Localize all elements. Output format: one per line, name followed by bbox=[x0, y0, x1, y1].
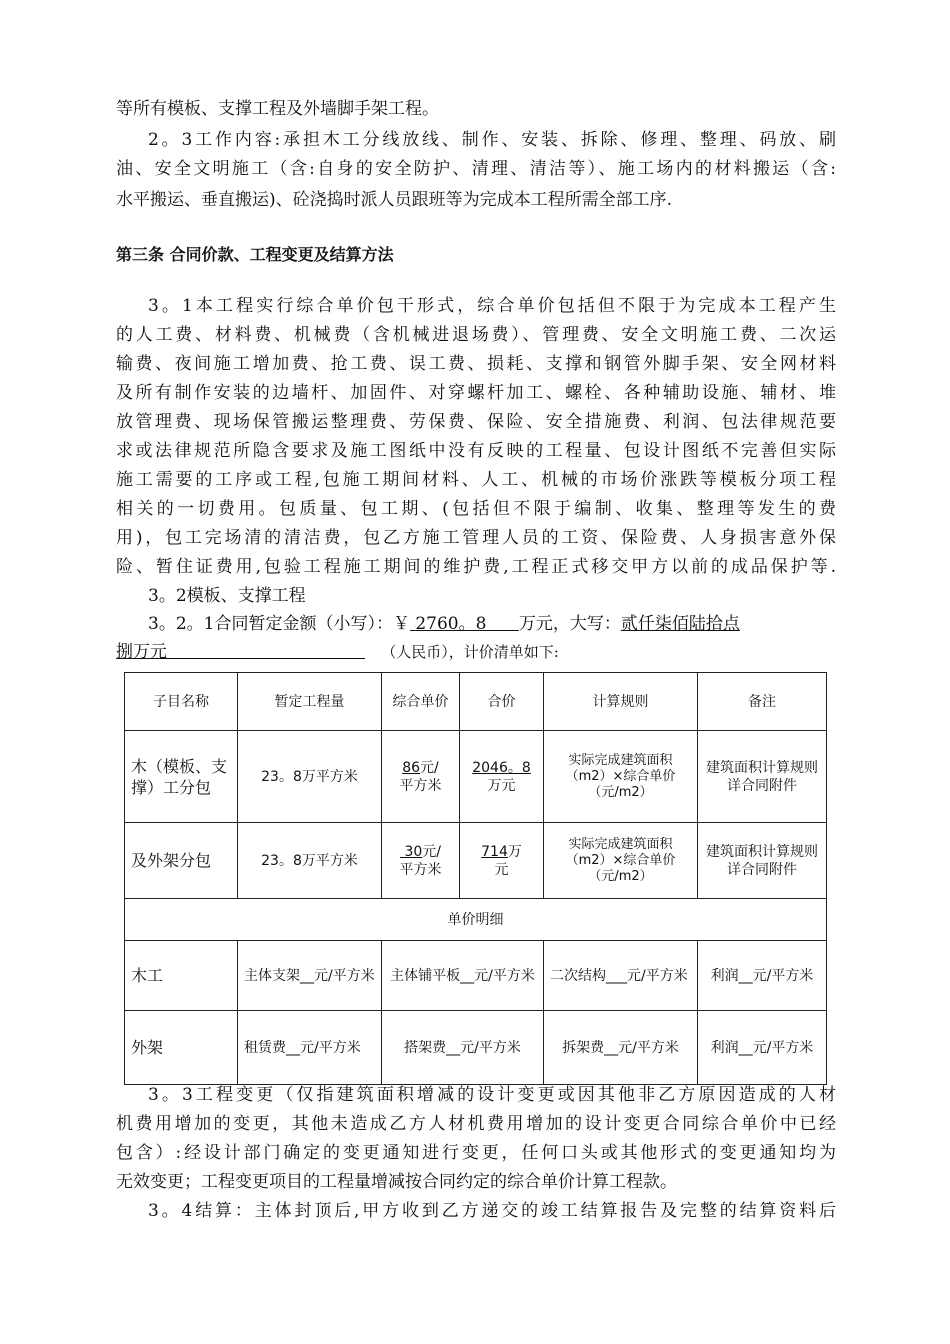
header-cell: 备注 bbox=[698, 673, 827, 731]
item-unit-price: 30元/ 平方米 bbox=[382, 823, 460, 899]
paragraph-line: 用)，包工完场清的清洁费，包乙方施工管理人员的工资、保险费、人身损害意外保 bbox=[116, 528, 836, 548]
item-note: 建筑面积计算规则详合同附件 bbox=[698, 823, 827, 899]
pricing-table bbox=[124, 672, 827, 1085]
header-cell: 合价 bbox=[460, 673, 544, 731]
item-rule: 实际完成建筑面积（m2）×综合单价（元/m2） bbox=[544, 731, 698, 823]
blank-underline bbox=[167, 640, 365, 659]
detail-cell: 拆架费__元/平方米 bbox=[544, 1011, 698, 1085]
detail-cell: 利润__元/平方米 bbox=[698, 1011, 827, 1085]
item-total: 2046。8 万元 bbox=[460, 731, 544, 823]
header-cell: 子目名称 bbox=[125, 673, 238, 731]
amount-words-cont: 捌万元 bbox=[116, 642, 167, 662]
detail-cell: 利润__元/平方米 bbox=[698, 941, 827, 1011]
detail-cell: 租赁费__元/平方米 bbox=[238, 1011, 382, 1085]
header-cell: 暂定工程量 bbox=[238, 673, 382, 731]
table-row bbox=[125, 899, 827, 941]
paragraph-line: 等所有模板、支撑工程及外墙脚手架工程。 bbox=[116, 99, 439, 119]
table-row bbox=[125, 1011, 827, 1085]
item-note: 建筑面积计算规则详合同附件 bbox=[698, 731, 827, 823]
detail-label: 木工 bbox=[125, 941, 238, 1011]
detail-cell: 二次结构___元/平方米 bbox=[544, 941, 698, 1011]
detail-title: 单价明细 bbox=[125, 899, 827, 941]
item-name: 及外架分包 bbox=[125, 823, 238, 899]
detail-cell: 主体支架__元/平方米 bbox=[238, 941, 382, 1011]
contract-amount-line bbox=[148, 612, 836, 636]
paragraph-line: 包含）:经设计部门确定的变更通知进行变更，任何口头或其他形式的变更通知均为 bbox=[116, 1143, 836, 1163]
paragraph-line: 3。1本工程实行综合单价包干形式，综合单价包括但不限于为完成本工程产生 bbox=[148, 296, 836, 316]
paragraph-line: 3。3工程变更（仅指建筑面积增减的设计变更或因其他非乙方原因造成的人材 bbox=[148, 1085, 836, 1105]
paragraph-line: 油、安全文明施工（含:自身的安全防护、清理、清洁等）、施工场内的材料搬运（含: bbox=[116, 159, 836, 179]
table-row bbox=[125, 941, 827, 1011]
paragraph-line: 施工需要的工序或工程,包施工期间材料、人工、机械的市场价涨跌等模板分项工程 bbox=[116, 470, 836, 490]
item-unit-price: 86元/ 平方米 bbox=[382, 731, 460, 823]
item-total: 714万 元 bbox=[460, 823, 544, 899]
paragraph-line: 放管理费、现场保管搬运整理费、劳保费、保险、安全措施费、利润、包法律规范要 bbox=[116, 412, 836, 432]
table-row bbox=[125, 823, 827, 899]
item-rule: 实际完成建筑面积（m2）×综合单价（元/m2） bbox=[544, 823, 698, 899]
header-cell: 计算规则 bbox=[544, 673, 698, 731]
section-heading: 第三条 合同价款、工程变更及结算方法 bbox=[116, 245, 394, 264]
contract-amount-line-2 bbox=[116, 640, 836, 664]
detail-cell: 搭架费__元/平方米 bbox=[382, 1011, 544, 1085]
paragraph-line: 输费、夜间施工增加费、抢工费、误工费、损耗、支撑和钢管外脚手架、安全网材料 bbox=[116, 354, 836, 374]
paragraph-line: 3。2模板、支撑工程 bbox=[148, 586, 306, 606]
item-qty: 23。8万平方米 bbox=[238, 823, 382, 899]
paragraph-line: 无效变更；工程变更项目的工程量增减按合同约定的综合单价计算工程款。 bbox=[116, 1172, 677, 1192]
detail-cell: 主体铺平板__元/平方米 bbox=[382, 941, 544, 1011]
item-name: 木（模板、支撑）工分包 bbox=[125, 731, 238, 823]
header-cell: 综合单价 bbox=[382, 673, 460, 731]
amount-figure: 2760。8 bbox=[415, 614, 487, 634]
amount-prefix: 3。2。1合同暂定金额（小写）：￥ bbox=[148, 614, 410, 634]
amount-words: 贰仟柒佰陆拾点 bbox=[620, 614, 740, 634]
paragraph-line: 2。3工作内容:承担木工分线放线、制作、安装、拆除、修理、整理、码放、刷 bbox=[148, 130, 836, 150]
detail-label: 外架 bbox=[125, 1011, 238, 1085]
paragraph-line: 机费用增加的变更，其他未造成乙方人材机费用增加的设计变更合同综合单价中已经 bbox=[116, 1114, 836, 1134]
table-header-row bbox=[125, 673, 827, 731]
amount-suffix: （人民币），计价清单如下: bbox=[381, 643, 559, 661]
paragraph-line: 的人工费、材料费、机械费（含机械进退场费）、管理费、安全文明施工费、二次运 bbox=[116, 325, 836, 345]
amount-mid: 万元，大写： bbox=[518, 614, 621, 634]
paragraph-line: 水平搬运、垂直搬运)、砼浇捣时派人员跟班等为完成本工程所需全部工序. bbox=[116, 190, 673, 210]
paragraph-line: 求或法律规范所隐含要求及施工图纸中没有反映的工程量、包设计图纸不完善但实际 bbox=[116, 441, 836, 461]
paragraph-line: 险、暂住证费用,包验工程施工期间的维护费,工程正式移交甲方以前的成品保护等. bbox=[116, 557, 836, 577]
paragraph-line: 3。4结算：主体封顶后,甲方收到乙方递交的竣工结算报告及完整的结算资料后 bbox=[148, 1201, 836, 1221]
paragraph-line: 相关的一切费用。包质量、包工期、(包括但不限于编制、收集、整理等发生的费 bbox=[116, 499, 836, 519]
item-qty: 23。8万平方米 bbox=[238, 731, 382, 823]
table-row bbox=[125, 731, 827, 823]
paragraph-line: 及所有制作安装的边墙杆、加固件、对穿螺杆加工、螺栓、各种辅助设施、辅材、堆 bbox=[116, 383, 836, 403]
